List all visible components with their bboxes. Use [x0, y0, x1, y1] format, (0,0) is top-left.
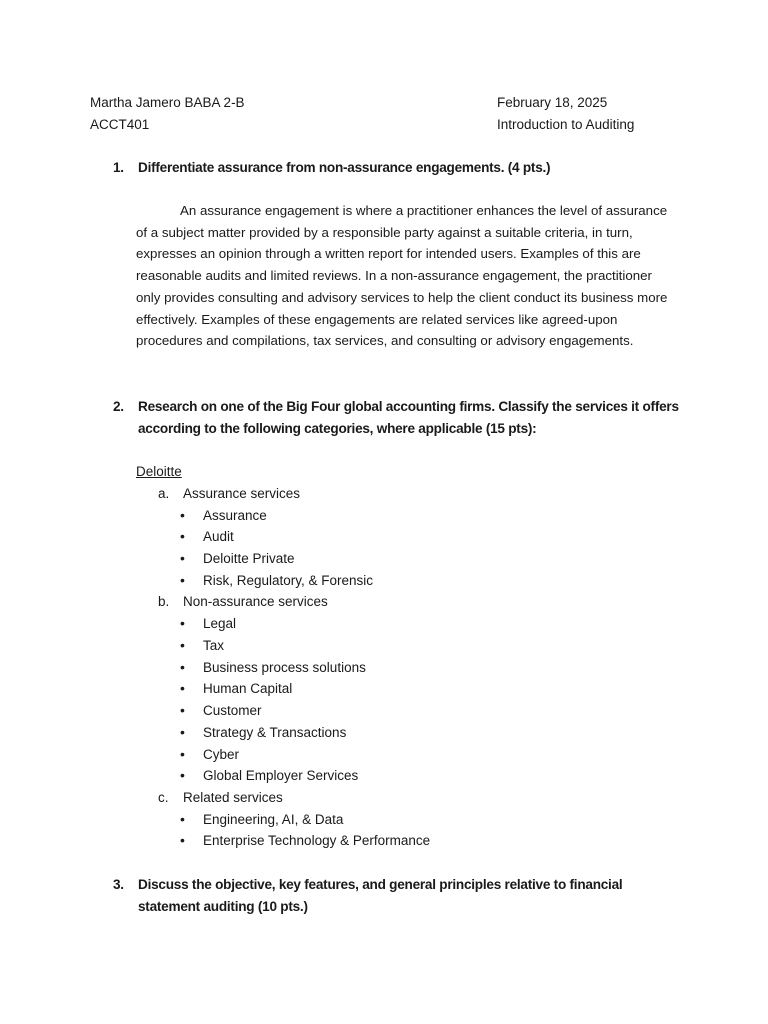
category-related: [158, 787, 283, 809]
student-name: Martha Jamero BABA 2-B: [90, 95, 245, 110]
question-text: Discuss the objective, key features, and general principles relative to financial statement auditing (10 pts.): [138, 877, 623, 914]
bullet-icon: •: [180, 811, 185, 827]
bullet-icon: •: [180, 528, 185, 544]
bullet-icon: •: [180, 832, 185, 848]
bullet-icon: •: [180, 615, 185, 631]
list-item: • Tax: [180, 635, 224, 657]
bullet-icon: •: [180, 767, 185, 783]
list-item: • Deloitte Private: [180, 548, 295, 570]
category-assurance: [158, 483, 300, 505]
question-number: 2.: [113, 399, 124, 414]
bullet-icon: •: [180, 659, 185, 675]
question-3: [113, 874, 683, 917]
bullet-icon: •: [180, 550, 185, 566]
category-label: Related services: [183, 790, 283, 805]
list-item: • Enterprise Technology & Performance: [180, 830, 430, 852]
list-item: • Audit: [180, 526, 234, 548]
firm-name: Deloitte: [136, 464, 182, 479]
bullet-icon: •: [180, 637, 185, 653]
list-item: • Business process solutions: [180, 657, 366, 679]
bullet-icon: •: [180, 507, 185, 523]
list-item: • Customer: [180, 700, 262, 722]
category-label: Non-assurance services: [183, 594, 328, 609]
question-number: 3.: [113, 877, 124, 892]
course-title: Introduction to Auditing: [497, 117, 635, 132]
list-item: • Cyber: [180, 744, 239, 766]
bullet-icon: •: [180, 746, 185, 762]
list-item: • Global Employer Services: [180, 765, 358, 787]
question-number: 1.: [113, 160, 124, 175]
list-item: • Human Capital: [180, 678, 292, 700]
course-code: ACCT401: [90, 117, 150, 132]
bullet-icon: •: [180, 724, 185, 740]
answer-1: An assurance engagement is where a practitioner enhances the level of assurance of a subject matter provided by a responsible party against a suitable criteria, in turn, expresses an opinion through a written report for intended users. Examples of this are reasonable audits and limited reviews. In a non-assurance engagement, the practitioner only provides consulting and advisory services to help the client conduct its business more effectively. Examples of these engagements are related services like agreed-upon procedures and compilations, tax services, and consulting or advisory engagements.: [136, 203, 668, 349]
list-item: • Engineering, AI, & Data: [180, 809, 343, 831]
category-letter: a.: [158, 486, 170, 501]
bullet-icon: •: [180, 702, 185, 718]
list-item: • Strategy & Transactions: [180, 722, 346, 744]
question-text: Research on one of the Big Four global accounting firms. Classify the services it offers according to the following categories, where applicable (15 pts):: [138, 399, 679, 436]
category-label: Assurance services: [183, 486, 301, 501]
bullet-icon: •: [180, 680, 185, 696]
list-item: • Legal: [180, 613, 236, 635]
list-item: • Assurance: [180, 505, 267, 527]
bullet-icon: •: [180, 572, 185, 588]
question-1: [113, 157, 683, 179]
category-non-assurance: [158, 591, 328, 613]
question-2: [113, 396, 683, 439]
category-letter: c.: [158, 790, 169, 805]
document-date: February 18, 2025: [497, 95, 608, 110]
question-text: Differentiate assurance from non-assurance engagements. (4 pts.): [138, 160, 551, 175]
list-item: • Risk, Regulatory, & Forensic: [180, 570, 373, 592]
category-letter: b.: [158, 594, 170, 609]
